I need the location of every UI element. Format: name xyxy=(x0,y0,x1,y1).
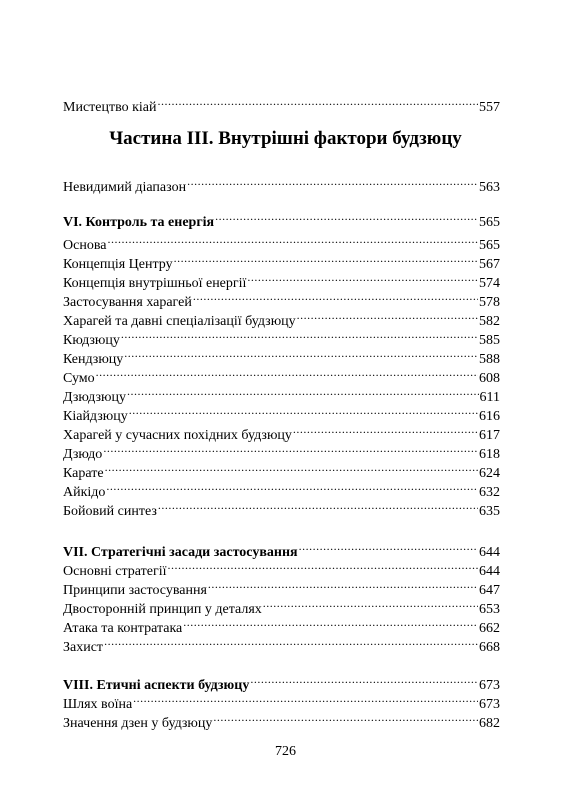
toc-entry-label: Шлях воїна xyxy=(63,697,133,712)
dot-leader xyxy=(158,92,478,111)
toc-entry-page: 647 xyxy=(479,583,500,598)
dot-leader xyxy=(299,537,478,556)
toc-entry-page: 616 xyxy=(479,409,500,424)
toc-entry xyxy=(63,439,500,462)
toc-entry xyxy=(63,306,500,329)
toc-entry xyxy=(63,594,500,617)
toc-entry-page: 668 xyxy=(479,640,500,655)
toc-entry xyxy=(63,92,500,115)
toc-entry-page: 574 xyxy=(479,276,500,291)
toc-entry-label: Мистецтво кіай xyxy=(63,100,157,115)
dot-leader xyxy=(174,249,478,268)
dot-leader xyxy=(263,594,478,613)
toc-entry-label: Кіайдзюцу xyxy=(63,409,128,424)
toc-entry-page: 563 xyxy=(479,180,500,195)
toc-entry xyxy=(63,401,500,424)
toc-entry-label: Захист xyxy=(63,640,104,655)
dot-leader xyxy=(96,363,478,382)
toc-entry-label: Атака та контратака xyxy=(63,621,183,636)
dot-leader xyxy=(127,382,479,401)
toc-entry-label: Харагей та давні спеціалізації будзюцу xyxy=(63,314,296,329)
dot-leader xyxy=(215,207,478,226)
dot-leader xyxy=(106,477,478,496)
toc-entry-page: 662 xyxy=(479,621,500,636)
dot-leader xyxy=(133,689,478,708)
section-heading-page: 565 xyxy=(479,215,500,230)
toc-entry-page: 632 xyxy=(479,485,500,500)
dot-leader xyxy=(103,439,478,458)
toc-entry-page: 635 xyxy=(479,504,500,519)
section-heading xyxy=(63,670,500,693)
toc-entry-label: Невидимий діапазон xyxy=(63,180,187,195)
toc-entry-page: 567 xyxy=(479,257,500,272)
toc-entry-page: 565 xyxy=(479,238,500,253)
dot-leader xyxy=(105,458,478,477)
toc-entry-page: 624 xyxy=(479,466,500,481)
dot-leader xyxy=(213,708,478,727)
toc-entry-label: Айкідо xyxy=(63,485,106,500)
toc-entry xyxy=(63,344,500,367)
toc-entry-page: 557 xyxy=(479,100,500,115)
dot-leader xyxy=(121,325,478,344)
section-heading xyxy=(63,537,500,560)
dot-leader xyxy=(168,556,478,575)
toc-entry xyxy=(63,613,500,636)
section-heading-label: VII. Стратегічні засади застосування xyxy=(63,545,298,560)
toc-entry xyxy=(63,325,500,348)
toc-entry-page: 644 xyxy=(479,564,500,579)
toc-entry xyxy=(63,420,500,443)
dot-leader xyxy=(297,306,478,325)
dot-leader xyxy=(187,172,478,191)
section-heading-page: 644 xyxy=(479,545,500,560)
toc-entry-page: 618 xyxy=(479,447,500,462)
toc-entry-page: 611 xyxy=(479,390,500,405)
toc-entry xyxy=(63,477,500,500)
toc-entry-label: Харагей у сучасних похідних будзюцу xyxy=(63,428,292,443)
toc-entry-label: Концепція внутрішньої енергії xyxy=(63,276,247,291)
dot-leader xyxy=(193,287,478,306)
toc-entry xyxy=(63,230,500,253)
dot-leader xyxy=(250,670,478,689)
toc-entry-label: Кюдзюцу xyxy=(63,333,120,348)
toc-entry xyxy=(63,172,500,195)
toc-entry-page: 608 xyxy=(479,371,500,386)
dot-leader xyxy=(158,496,478,515)
toc-entry-page: 588 xyxy=(479,352,500,367)
toc-entry-label: Двосторонній принцип у деталях xyxy=(63,602,262,617)
toc-entry-page: 578 xyxy=(479,295,500,310)
toc-entry-label: Кендзюцу xyxy=(63,352,124,367)
section-heading-page: 673 xyxy=(479,678,500,693)
toc-entry-label: Основні стратегії xyxy=(63,564,167,579)
toc-entry xyxy=(63,382,500,405)
toc-entry-label: Принципи застосування xyxy=(63,583,207,598)
dot-leader xyxy=(104,632,478,651)
toc-entry-page: 673 xyxy=(479,697,500,712)
toc-entry-page: 617 xyxy=(479,428,500,443)
toc-entry xyxy=(63,575,500,598)
toc-entry-page: 682 xyxy=(479,716,500,731)
toc-entry-page: 653 xyxy=(479,602,500,617)
toc-entry xyxy=(63,249,500,272)
dot-leader xyxy=(247,268,478,287)
toc-entry-label: Концепція Центру xyxy=(63,257,173,272)
dot-leader xyxy=(293,420,478,439)
toc-entry xyxy=(63,363,500,386)
toc-entry-page: 582 xyxy=(479,314,500,329)
toc-entry xyxy=(63,556,500,579)
toc-entry xyxy=(63,496,500,519)
part-title: Частина ІІІ. Внутрішні фактори будзюцу xyxy=(109,128,462,149)
section-heading-label: VIII. Етичні аспекти будзюцу xyxy=(63,678,250,693)
toc-entry xyxy=(63,689,500,712)
toc-entry-label: Бойовий синтез xyxy=(63,504,157,519)
section-heading xyxy=(63,207,500,230)
toc-entry-label: Сумо xyxy=(63,371,95,386)
dot-leader xyxy=(208,575,478,594)
dot-leader xyxy=(107,230,478,249)
dot-leader xyxy=(129,401,478,420)
dot-leader xyxy=(183,613,478,632)
toc-entry xyxy=(63,287,500,310)
toc-entry xyxy=(63,458,500,481)
toc-entry-label: Застосування харагей xyxy=(63,295,192,310)
page-number: 726 xyxy=(275,744,296,759)
toc-entry-label: Значення дзен у будзюцу xyxy=(63,716,213,731)
toc-entry-label: Дзюдо xyxy=(63,447,103,462)
toc-entry-label: Основа xyxy=(63,238,107,253)
toc-entry xyxy=(63,268,500,291)
section-heading-label: VI. Контроль та енергія xyxy=(63,215,215,230)
toc-entry xyxy=(63,632,500,655)
toc-entry-label: Дзюдзюцу xyxy=(63,390,126,405)
toc-entry-label: Карате xyxy=(63,466,104,481)
toc-entry xyxy=(63,708,500,731)
dot-leader xyxy=(124,344,478,363)
toc-entry-page: 585 xyxy=(479,333,500,348)
